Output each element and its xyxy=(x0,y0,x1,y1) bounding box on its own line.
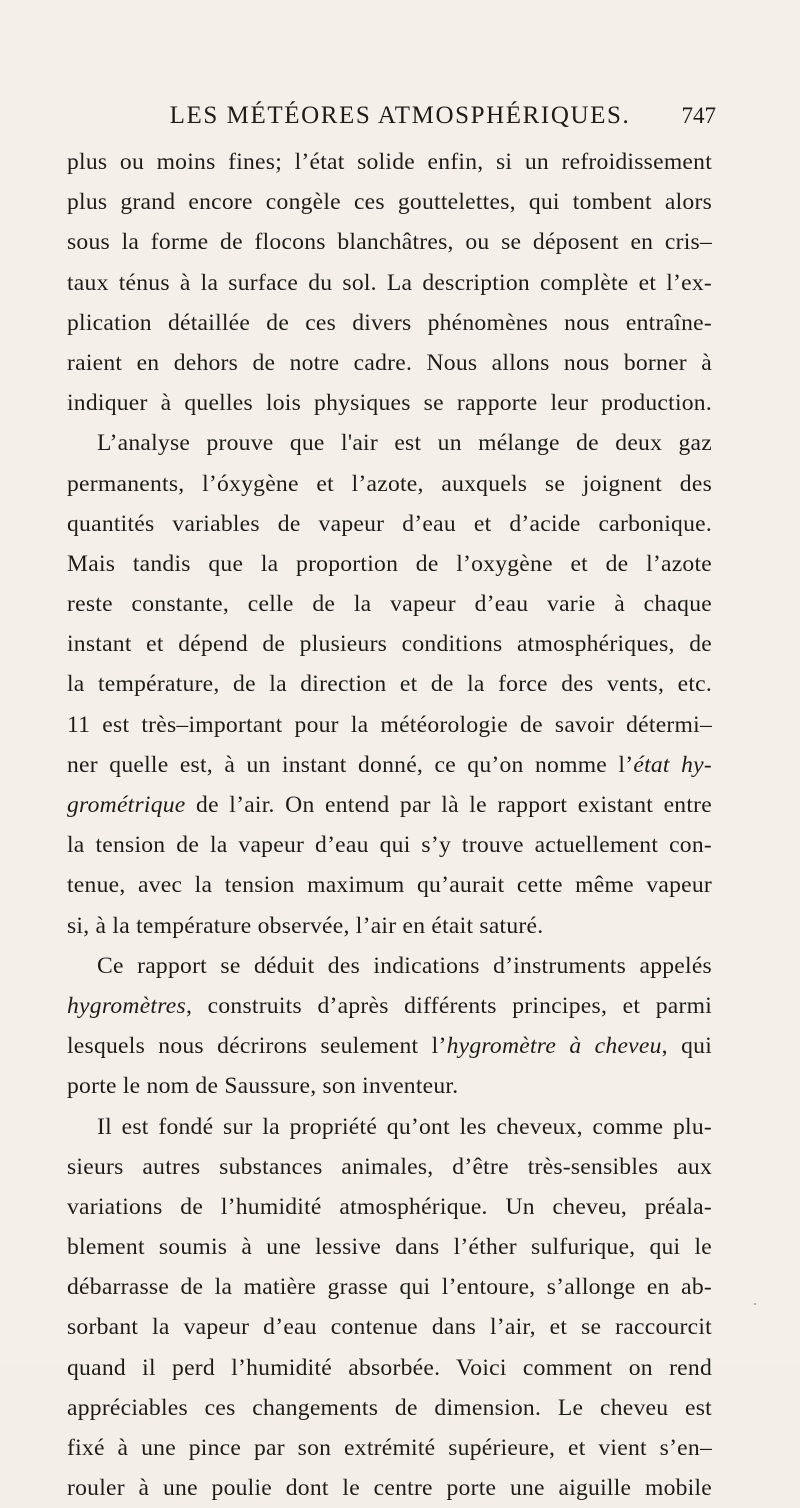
running-head xyxy=(0,98,800,134)
text-line xyxy=(67,1107,712,1147)
text-segment: indiquer à quelles lois physiques se rapporte leur production. xyxy=(67,390,712,417)
text-line xyxy=(67,1187,712,1227)
text-segment: raient en dehors de notre cadre. Nous allons nous borner à xyxy=(67,349,712,376)
text-segment: Il est fondé sur la propriété qu’ont les cheveux, comme plu- xyxy=(97,1113,712,1140)
text-segment: la tension de la vapeur d’eau qui s’y trouve actuellement con- xyxy=(67,832,712,859)
text-line xyxy=(67,1388,712,1428)
text-segment: lesquels nous décrirons seulement l’ xyxy=(67,1033,447,1060)
text-line xyxy=(67,1468,712,1508)
text-line xyxy=(67,263,712,303)
text-segment: si, à la température observée, l’air en était saturé. xyxy=(67,912,544,939)
text-line xyxy=(67,383,712,423)
text-line xyxy=(67,1348,712,1388)
text-line xyxy=(67,303,712,343)
text-line xyxy=(67,1147,712,1187)
text-line xyxy=(67,222,712,262)
text-segment: , construits d’après différents principes, et parmi xyxy=(185,992,712,1019)
text-segment: sieurs autres substances animales, d’être très-sensibles aux xyxy=(67,1153,712,1180)
text-line xyxy=(67,1227,712,1267)
text-line xyxy=(67,182,712,222)
text-segment: quand il perd l’humidité absorbée. Voici comment on rend xyxy=(67,1354,712,1381)
text-segment: sous la forme de flocons blanchâtres, ou se déposent en cris– xyxy=(67,229,712,256)
body-text xyxy=(67,142,712,1508)
italic-term: état hy- xyxy=(633,751,712,778)
text-line xyxy=(67,865,712,905)
text-segment: permanents, l’óxygène et l’azote, auxquels se joignent des xyxy=(67,470,712,497)
text-line xyxy=(67,664,712,704)
text-segment: Ce rapport se déduit des indications d’instruments appelés xyxy=(97,952,712,979)
text-segment: taux ténus à la surface du sol. La description complète et l’ex- xyxy=(67,269,712,296)
text-segment: sorbant la vapeur d’eau contenue dans l’air, et se raccourcit xyxy=(67,1314,712,1341)
text-segment: instant et dépend de plusieurs conditions atmosphériques, de xyxy=(67,631,712,658)
text-line xyxy=(67,1026,712,1066)
text-line xyxy=(67,544,712,584)
italic-term: grométrique xyxy=(67,792,186,818)
text-segment: 11 est très–important pour la météorologie de savoir détermi– xyxy=(67,711,712,738)
text-segment: la température, de la direction et de la force des vents, etc. xyxy=(67,671,712,698)
text-segment: de l’air. On entend par là le rapport existant entre xyxy=(185,792,712,818)
text-segment: Mais tandis que la proportion de l’oxygène et de l’azote xyxy=(67,550,712,577)
paper-speck xyxy=(754,1303,756,1305)
text-segment: rouler à une poulie dont le centre porte une aiguille mobile xyxy=(67,1475,712,1502)
text-line xyxy=(67,1307,712,1347)
text-line xyxy=(67,986,712,1026)
text-line xyxy=(67,906,712,946)
text-line xyxy=(67,745,712,785)
text-line xyxy=(67,423,712,463)
page-number: 747 xyxy=(681,103,716,128)
text-segment: porte le nom de Saussure, son inventeur. xyxy=(67,1073,459,1100)
text-segment: plication détaillée de ces divers phénomènes nous entraîne- xyxy=(67,309,712,336)
text-segment: appréciables ces changements de dimension. Le cheveu est xyxy=(67,1394,712,1421)
text-line xyxy=(67,1428,712,1468)
running-title: LES MÉTÉORES ATMOSPHÉRIQUES. xyxy=(169,102,631,129)
text-segment: fixé à une pince par son extrémité supérieure, et vient s’en– xyxy=(67,1435,712,1461)
text-line xyxy=(67,584,712,624)
text-segment: plus ou moins fines; l’état solide enfin, si un refroidissement xyxy=(67,149,712,175)
text-segment: débarrasse de la matière grasse qui l’entoure, s’allonge en ab- xyxy=(67,1274,712,1301)
text-segment: reste constante, celle de la vapeur d’eau varie à chaque xyxy=(67,591,712,618)
text-segment: quantités variables de vapeur d’eau et d’acide carbonique. xyxy=(67,510,712,537)
text-line xyxy=(67,1066,712,1106)
text-line xyxy=(67,825,712,865)
text-segment: tenue, avec la tension maximum qu’aurait cette même vapeur xyxy=(67,872,712,899)
text-segment: L’analyse prouve que l'air est un mélange de deux gaz xyxy=(97,430,712,457)
italic-term: hygromètres xyxy=(67,992,186,1019)
text-line xyxy=(67,1267,712,1307)
text-line xyxy=(67,464,712,504)
text-line xyxy=(67,624,712,664)
text-segment: ner quelle est, à un instant donné, ce qu’on nomme l’ xyxy=(67,751,634,778)
text-line xyxy=(67,785,712,825)
text-segment: plus grand encore congèle ces gouttelettes, qui tombent alors xyxy=(67,189,712,216)
text-line xyxy=(67,343,712,383)
text-segment: blement soumis à une lessive dans l’éther sulfurique, qui le xyxy=(67,1234,712,1261)
text-line xyxy=(67,142,712,182)
text-segment: , qui xyxy=(661,1033,712,1060)
text-line xyxy=(67,705,712,745)
text-segment: variations de l’humidité atmosphérique. Un cheveu, préala- xyxy=(67,1193,712,1220)
text-line xyxy=(67,504,712,544)
italic-term: hygromètre à cheveu xyxy=(446,1033,662,1060)
text-line xyxy=(67,946,712,986)
